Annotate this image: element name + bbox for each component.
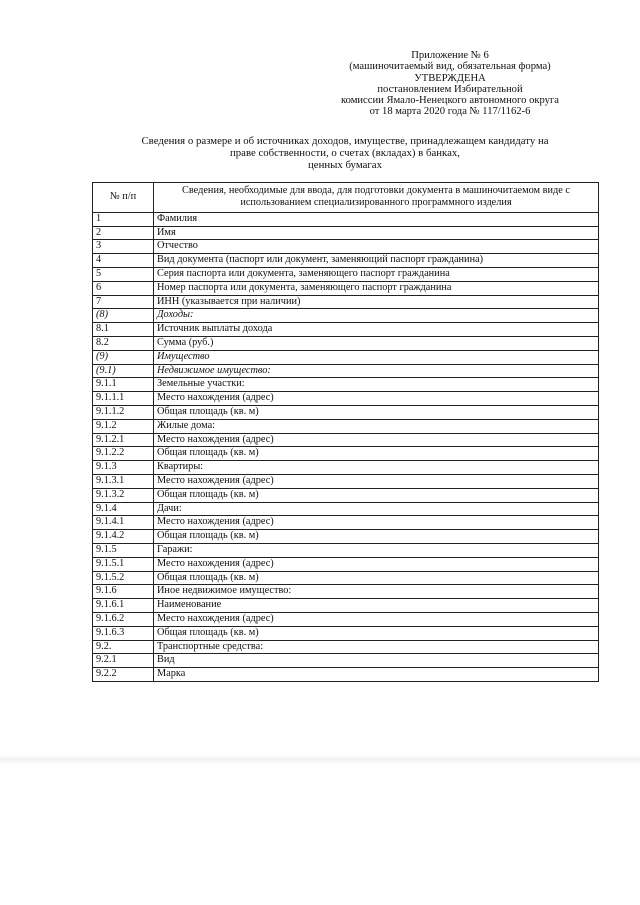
table-row (93, 350, 599, 364)
table-row (93, 599, 599, 613)
table-row (93, 240, 599, 254)
row-description: Серия паспорта или документа, заменяющего паспорт гражданина (154, 268, 599, 282)
row-description: Общая площадь (кв. м) (154, 488, 599, 502)
row-number: 9.1.5 (93, 543, 154, 557)
table-row (93, 654, 599, 668)
row-number: (9) (93, 350, 154, 364)
row-description: Отчество (154, 240, 599, 254)
table-row (93, 226, 599, 240)
approval-line: от 18 марта 2020 года № 117/1162-6 (369, 106, 531, 118)
row-number: 9.1.5.1 (93, 557, 154, 571)
document-title (92, 135, 598, 171)
row-number: 2 (93, 226, 154, 240)
table-row (93, 626, 599, 640)
table-row (93, 364, 599, 378)
table-row (93, 612, 599, 626)
table-row (93, 336, 599, 350)
approval-line: (машиночитаемый вид, обязательная форма) (349, 61, 551, 73)
row-number: 6 (93, 281, 154, 295)
table-row (93, 543, 599, 557)
row-description: Жилые дома: (154, 419, 599, 433)
table-row (93, 502, 599, 516)
row-description: Место нахождения (адрес) (154, 557, 599, 571)
row-description: Место нахождения (адрес) (154, 474, 599, 488)
table-row (93, 392, 599, 406)
table-row (93, 405, 599, 419)
row-description: Гаражи: (154, 543, 599, 557)
table-row (93, 557, 599, 571)
approval-line: УТВЕРЖДЕНА (414, 72, 486, 84)
row-description: Общая площадь (кв. м) (154, 626, 599, 640)
header-description: Сведения, необходимые для ввода, для подготовки документа в машиночитаемом виде с использованием специализированного программного изделия (154, 183, 599, 213)
row-description: Общая площадь (кв. м) (154, 405, 599, 419)
title-line: Сведения о размере и об источниках доходов, имуществе, принадлежащем кандидату на (141, 135, 549, 147)
row-description: Общая площадь (кв. м) (154, 447, 599, 461)
row-description: Вид (154, 654, 599, 668)
table-row (93, 585, 599, 599)
row-number: 8.1 (93, 323, 154, 337)
row-description: Дачи: (154, 502, 599, 516)
table-row (93, 212, 599, 226)
row-number: 9.1.1.2 (93, 405, 154, 419)
row-number: 9.1.6.2 (93, 612, 154, 626)
row-description: Место нахождения (адрес) (154, 392, 599, 406)
row-description: Наименование (154, 599, 599, 613)
row-description: Место нахождения (адрес) (154, 612, 599, 626)
scan-edge (0, 755, 640, 765)
table-row (93, 640, 599, 654)
row-number: 9.1.2.2 (93, 447, 154, 461)
row-description: Транспортные средства: (154, 640, 599, 654)
row-number: 9.2.1 (93, 654, 154, 668)
row-number: 8.2 (93, 336, 154, 350)
row-description: Место нахождения (адрес) (154, 516, 599, 530)
row-number: 3 (93, 240, 154, 254)
row-description: Квартиры: (154, 461, 599, 475)
row-description: Имущество (154, 350, 599, 364)
row-description: Марка (154, 668, 599, 682)
data-form-table (92, 182, 599, 682)
approval-line: Приложение № 6 (411, 50, 489, 61)
row-number: 7 (93, 295, 154, 309)
approval-block (300, 50, 600, 118)
table-row (93, 268, 599, 282)
row-description: Общая площадь (кв. м) (154, 571, 599, 585)
row-number: 9.2. (93, 640, 154, 654)
row-number: (8) (93, 309, 154, 323)
row-description: ИНН (указывается при наличии) (154, 295, 599, 309)
row-description: Источник выплаты дохода (154, 323, 599, 337)
row-number: 9.1.3.2 (93, 488, 154, 502)
row-description: Имя (154, 226, 599, 240)
row-description: Доходы: (154, 309, 599, 323)
table-row (93, 309, 599, 323)
table-row (93, 447, 599, 461)
row-description: Фамилия (154, 212, 599, 226)
row-number: 9.1.6.1 (93, 599, 154, 613)
table-row (93, 433, 599, 447)
table-row (93, 668, 599, 682)
table-row (93, 516, 599, 530)
table-row (93, 474, 599, 488)
table-body (93, 212, 599, 681)
row-description: Место нахождения (адрес) (154, 433, 599, 447)
row-number: 9.1.1 (93, 378, 154, 392)
row-description: Общая площадь (кв. м) (154, 530, 599, 544)
title-line: праве собственности, о счетах (вкладах) в банках, (230, 147, 460, 159)
row-number: 9.1.4.1 (93, 516, 154, 530)
table-row (93, 419, 599, 433)
row-number: 9.1.2.1 (93, 433, 154, 447)
row-number: 4 (93, 254, 154, 268)
row-description: Земельные участки: (154, 378, 599, 392)
table-row (93, 488, 599, 502)
table-row (93, 254, 599, 268)
row-number: 9.1.5.2 (93, 571, 154, 585)
row-number: 9.1.6 (93, 585, 154, 599)
table-row (93, 378, 599, 392)
row-number: 9.1.3.1 (93, 474, 154, 488)
row-description: Недвижимое имущество: (154, 364, 599, 378)
row-number: (9.1) (93, 364, 154, 378)
row-number: 5 (93, 268, 154, 282)
row-description: Сумма (руб.) (154, 336, 599, 350)
table-row (93, 295, 599, 309)
row-description: Номер паспорта или документа, заменяющего паспорт гражданина (154, 281, 599, 295)
row-description: Иное недвижимое имущество: (154, 585, 599, 599)
row-number: 9.1.1.1 (93, 392, 154, 406)
row-number: 1 (93, 212, 154, 226)
row-description: Вид документа (паспорт или документ, заменяющий паспорт гражданина) (154, 254, 599, 268)
title-line: ценных бумагах (308, 159, 382, 171)
table-row (93, 530, 599, 544)
approval-line: постановлением Избирательной (377, 83, 523, 95)
table-header-row (93, 183, 599, 213)
table-row (93, 461, 599, 475)
row-number: 9.1.2 (93, 419, 154, 433)
row-number: 9.1.3 (93, 461, 154, 475)
row-number: 9.1.6.3 (93, 626, 154, 640)
table-row (93, 323, 599, 337)
table-row (93, 281, 599, 295)
row-number: 9.2.2 (93, 668, 154, 682)
approval-line: комиссии Ямало-Ненецкого автономного округа (340, 95, 560, 107)
row-number: 9.1.4 (93, 502, 154, 516)
header-number: № п/п (93, 183, 154, 213)
table-row (93, 571, 599, 585)
row-number: 9.1.4.2 (93, 530, 154, 544)
